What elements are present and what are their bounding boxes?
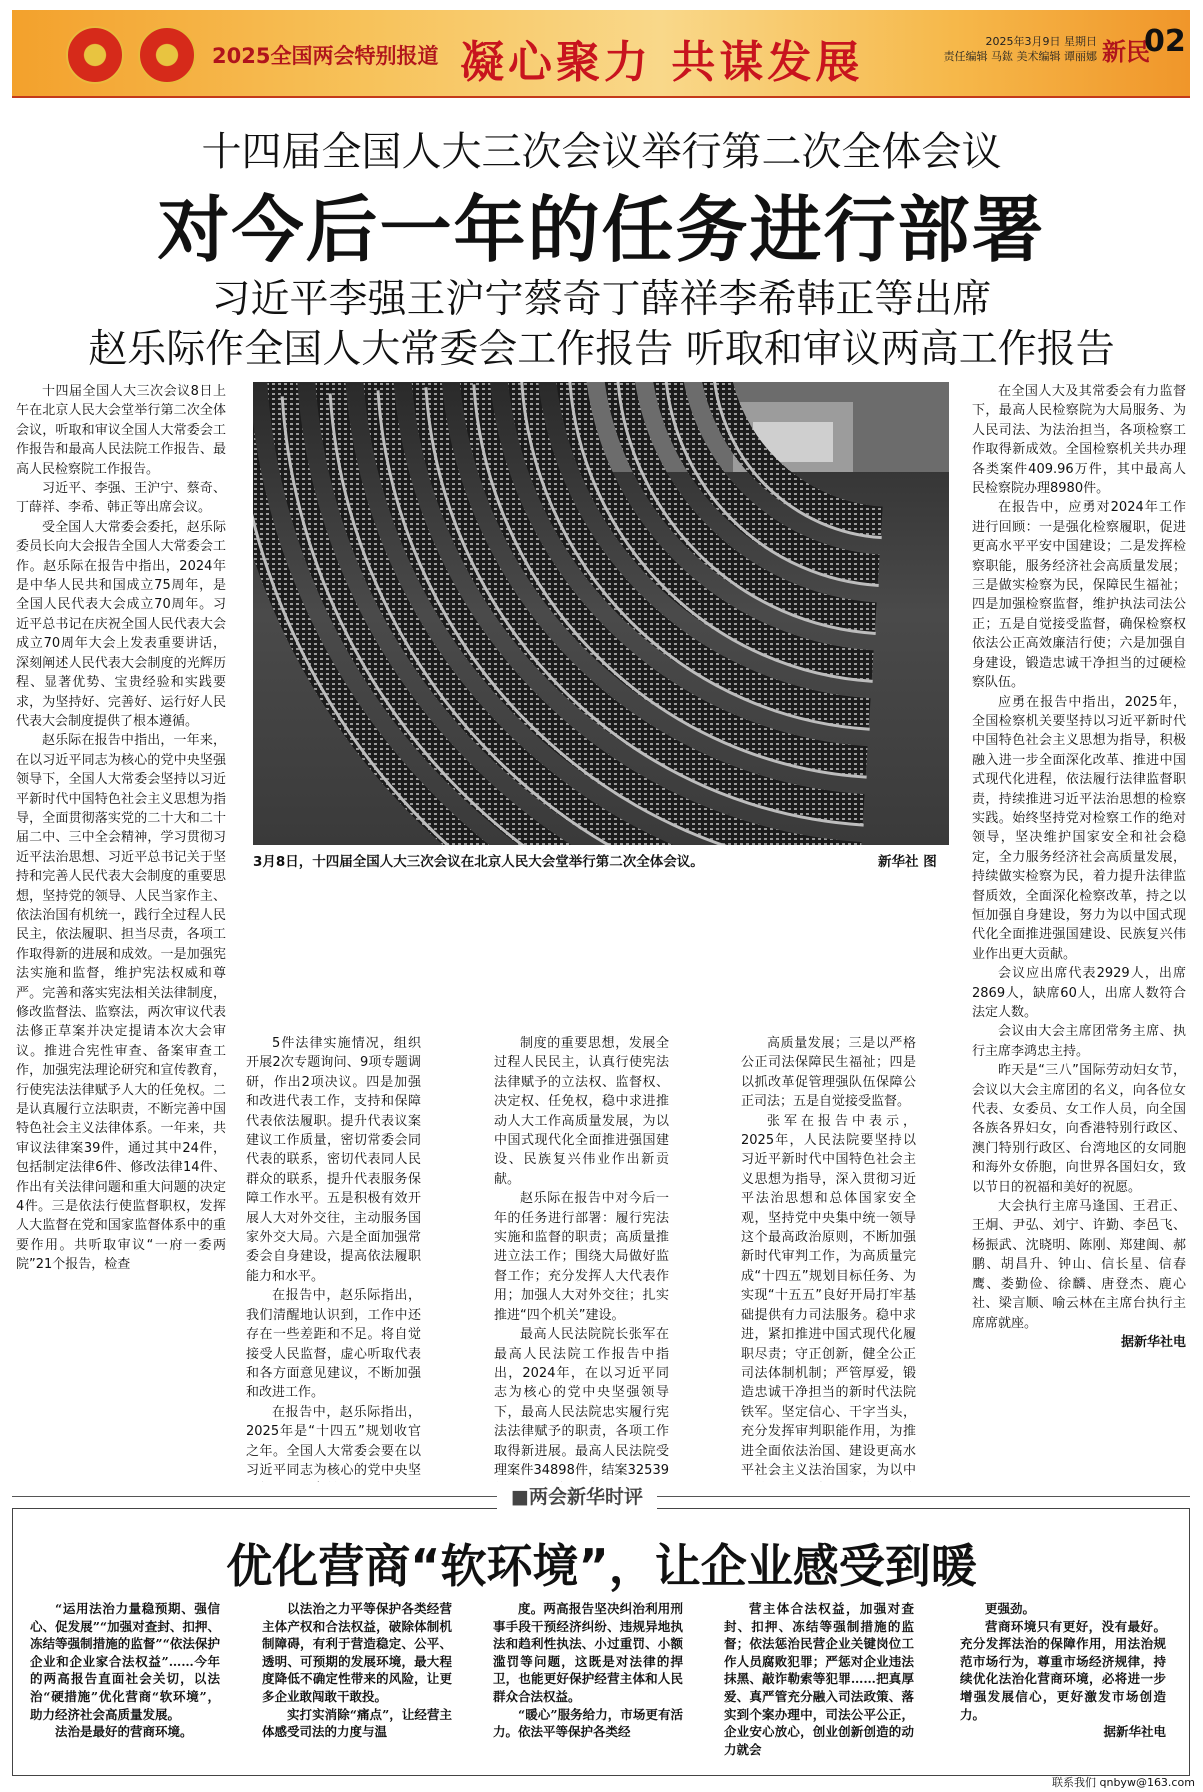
paragraph: 最高人民法院院长张军在最高人民法院工作报告中指出，2024年，在以习近平同志为核心的党中央坚强领导下，最高人民法院忠实履行宪法法律赋予的职责，各项工作取得新进展。最高人民法院受理案件34898件，结案32539 [494,1327,669,1478]
commentary-column-4 [724,1600,914,1765]
paragraph: 高质量发展；三是以严格公正司法保障民生福祉；四是以抓改革促管理强队伍保障公正司法；五是自觉接受监督。 [741,1036,916,1110]
paragraph: 张军在报告中表示，2025年，人民法院要坚持以习近平新时代中国特色社会主义思想为指导，深入贯彻习近平法治思想和总体国家安全观，坚持党中央集中统一领导这个最高政治原则，不断加强新时代审判工作，为高质量完成“十四五”规划目标任务、为实现“十五五”良好开局打牢基础提供有力司法服务。稳中求进，紧扣推进中国式现代化履职尽责；守正创新，健全公正司法体制机制；严管厚爱，锻造忠诚干净担当的新时代法院铁军。坚定信心、干字当头，充分发挥审判职能作用，为推进全面依法治国、建设更高水平社会主义法治国家，为以中 [741,1113,916,1478]
paragraph: 营主体合法权益，加强对查封、扣押、冻结等强制措施的监督；依法惩治民营企业关键岗位工作人员腐败犯罪；严惩对企业违法抹黑、敲诈勒索等犯罪……把真厚爱、真严管充分融入司法政策、落实到个案办理中，司法公平公正，企业安心放心，创业创新创造的动力就会 [724,1601,914,1757]
photo-caption: 3月8日，十四届全国人大三次会议在北京人民大会堂举行第二次全体会议。 [253,854,704,870]
assembly-hall-image [253,382,949,845]
article-column-mid-1 [246,1034,421,1482]
paragraph: 以法治之力平等保护各类经营主体产权和合法权益，破除体制机制障碍，有利于营造稳定、公平、透明、可预期的发展环境，最大程度降低不确定性带来的风险，让更多企业敢闯敢干敢投。 [262,1601,452,1704]
main-headline: 对今后一年的任务进行部署 [157,188,1046,272]
paragraph: 赵乐际在报告中对今后一年的任务进行部署：履行宪法实施和监督的职责；高质量推进立法工作；围绕大局做好监督工作；充分发挥人大代表作用；加强人大对外交往；扎实推进“四个机关”建设。 [494,1191,669,1323]
photo-credit: 新华社 图 [878,854,937,870]
paragraph: 在报告中，应勇对2024年工作进行回顾：一是强化检察履职，促进更高水平平安中国建设；二是发挥检察职能，服务经济社会高质量发展；三是做实检察为民，保障民生福祉；四是加强检察监督，维护执法司法公正；五是自觉接受监督，确保检察权依法公正高效廉洁行使；六是加强自身建设，锻造忠诚干净担当的过硬检察队伍。 [972,500,1186,691]
paragraph: 赵乐际在报告中指出，一年来，在以习近平同志为核心的党中央坚强领导下，全国人大常委会坚持以习近平新时代中国特色社会主义思想为指导，全面贯彻落实党的二十大和二十届二中、三中全会精神，学习贯彻习近平法治思想、习近平总书记关于坚持和完善人民代表大会制度的重要思想，坚持党的领导、人民当家作主、依法治国有机统一，践行全过程人民民主，依法履职、担当尽责，各项工作取得新的进展和成效。一是加强宪法实施和监督，维护宪法权威和尊严。完善和落实宪法相关法律制度，修改监督法、监察法，两次审议代表法修正草案并决定提请本次大会审议。推进合宪性审查、备案审查工作，加强宪法理论研究和宣传教育，行使宪法法律赋予人大的任免权。二是认真履行立法职责，不断完善中国特色社会主义法律体系。一年来，共审议法律案39件，通过其中24件，包括制定法律6件、修改法律14件、作出有关法律问题和重大问题的决定4件。三是依法行使监督职权，发挥人大监督在党和国家监督体系中的重要作用。共听取审议“一府一委两院”21个报告，检查 [16,733,226,1273]
cppcc-emblem-icon [138,26,196,84]
article-column-right [972,382,1186,1482]
contact-footer: 联系我们 qnbyw@163.com [1052,1776,1195,1789]
paragraph: 会议由大会主席团常务主席、执行主席李鸿忠主持。 [972,1024,1186,1059]
paragraph: “暖心”服务给力，市场更有活力。依法平等保护各类经 [493,1706,683,1740]
banner-slogan: 凝心聚力 共谋发展 [460,37,864,88]
page-number: 02 [1144,24,1186,59]
paragraph: 大会执行主席马逢国、王君正、王炯、尹弘、刘宁、许勤、李邑飞、杨振武、沈晓明、陈刚、郑建闽、郝鹏、胡昌升、钟山、信长星、信春鹰、娄勤俭、徐麟、唐登杰、鹿心社、梁言顺、喻云林在主席台执行主席席就座。 [972,1199,1186,1331]
paragraph: 法治是最好的营商环境。 [55,1724,193,1740]
paragraph: 习近平、李强、王沪宁、蔡奇、丁薛祥、李希、韩正等出席会议。 [16,481,226,516]
paragraph: 实打实消除“痛点”，让经营主体感受司法的力度与温 [262,1706,452,1740]
paragraph: 在全国人大及其常委会有力监督下，最高人民检察院为大局服务、为人民司法、为法治担当，各项检察工作取得新成效。全国检察机关共办理各类案件409.96万件，其中最高人民检察院办理8980件。 [972,384,1186,497]
commentary-column-2 [262,1600,452,1765]
commentary-title: 优化营商“软环境”，让企业感受到暖 [226,1539,977,1593]
paragraph: 度。两高报告坚决纠治利用刑事手段干预经济纠纷、违规异地执法和趋利性执法、小过重罚、小额滥罚等问题，这既是对法律的捍卫，也能更好保护经营主体和人民群众合法权益。 [493,1601,683,1704]
commentary-section-tag: ■两会新华时评 [497,1482,657,1509]
headline-kicker: 十四届全国人大三次会议举行第二次全体会议 [201,129,1002,175]
paragraph: 受全国人大常委会委托，赵乐际委员长向大会报告全国人大常委会工作。赵乐际在报告中指出，2024年是中华人民共和国成立75周年，是全国人民代表大会成立70周年。习近平总书记在庆祝全国人民代表大会成立70周年大会上发表重要讲话，深刻阐述人民代表大会制度的光辉历程、显著优势、宝贵经验和实践要求，为坚持好、完善好、运行好人民代表大会制度提供了根本遵循。 [16,519,226,729]
paragraph: 营商环境只有更好，没有最好。充分发挥法治的保障作用，用法治规范市场行为，尊重市场经济规律，持续优化法治化营商环境，必将进一步增强发展信心，更好激发市场创造力。 [960,1618,1166,1722]
commentary-column-3 [493,1600,683,1765]
paragraph: “运用法治力量稳预期、强信心、促发展”“加强对查封、扣押、冻结等强制措施的监督”“依法保护企业和企业家合法权益”……今年的两高报告直面社会关切，以法治“硬措施”优化营商“软环境”，助力经济社会高质量发展。 [30,1601,220,1722]
paragraph: 十四届全国人大三次会议8日上午在北京人民大会堂举行第二次全体会议，听取和审议全国人大常委会工作报告和最高人民法院工作报告、最高人民检察院工作报告。 [16,384,226,477]
paragraph: 5件法律实施情况，组织开展2次专题询问、9项专题调研，作出2项决议。四是加强和改进代表工作，支持和保障代表依法履职。提升代表议案建议工作质量，密切常委会同代表的联系，密切代表同人民群众的联系，提升代表服务保障工作水平。五是积极有效开展人大对外交往，主动服务国家外交大局。六是全面加强常委会自身建设，提高依法履职能力和水平。 [246,1036,421,1284]
banner-date: 2025年3月9日 星期日 [985,35,1097,48]
article-column-left [16,382,226,1482]
commentary-column-5 [960,1600,1166,1765]
paragraph: 应勇在报告中指出，2025年，全国检察机关要坚持以习近平新时代中国特色社会主义思想为指导，积极融入进一步全面深化改革、推进中国式现代化进程，依法履行法律监督职责，持续推进习近平法治思想的检察实践。始终坚持党对检察工作的绝对领导，坚决维护国家安全和社会稳定，全力服务经济社会高质量发展，持续做实检察为民，着力提升法律监督质效，全面深化检察改革，持之以恒加强自身建设，努力为以中国式现代化全面推进强国建设、民族复兴伟业作出更大贡献。 [972,694,1186,962]
commentary-column-1 [30,1600,220,1765]
subheadline-reports: 赵乐际作全国人大常委会工作报告 听取和审议两高工作报告 [88,327,1115,372]
subheadline-attendees: 习近平李强王沪宁蔡奇丁薛祥李希韩正等出席 [211,277,992,322]
paragraph: 在报告中，赵乐际指出，2025年是“十四五”规划收官之年。全国人大常委会要在以习近平同志为核心的党中央坚 [246,1404,421,1478]
newspaper-logo: 新民 [1102,37,1150,66]
banner-series-title: 2025全国两会特别报道 [212,44,439,68]
paragraph: 昨天是“三八”国际劳动妇女节，会议以大会主席团的名义，向各位女代表、女委员、女工作人员，向全国各族各界妇女，向香港特别行政区、澳门特别行政区、台湾地区的女同胞和海外女侨胞，向世界各国妇女，致以节日的祝福和美好的祝愿。 [972,1063,1186,1195]
article-column-mid-3 [741,1034,916,1482]
commentary-source-credit: 据新华社电 [1103,1724,1166,1740]
paragraph: 更强劲。 [985,1601,1036,1616]
national-emblem-icon [66,26,124,84]
article-source-credit: 据新华社电 [1120,1334,1186,1350]
assembly-hall-photo [253,382,949,845]
banner-editors: 责任编辑 马鈜 美术编辑 谭丽娜 [943,50,1097,63]
page-banner [12,10,1190,98]
article-column-mid-2 [494,1034,669,1482]
paragraph: 制度的重要思想，发展全过程人民民主，认真行使宪法法律赋予的立法权、监督权、决定权、任免权，稳中求进推动人大工作高质量发展，为以中国式现代化全面推进强国建设、民族复兴伟业作出新贡献。 [494,1036,669,1187]
banner-meta [937,34,1097,64]
paragraph: 会议应出席代表2929人，出席2869人，缺席60人，出席人数符合法定人数。 [972,966,1186,1020]
paragraph: 在报告中，赵乐际指出，我们清醒地认识到，工作中还存在一些差距和不足。将自觉接受人民监督，虚心听取代表和各方面意见建议，不断加强和改进工作。 [246,1288,421,1401]
